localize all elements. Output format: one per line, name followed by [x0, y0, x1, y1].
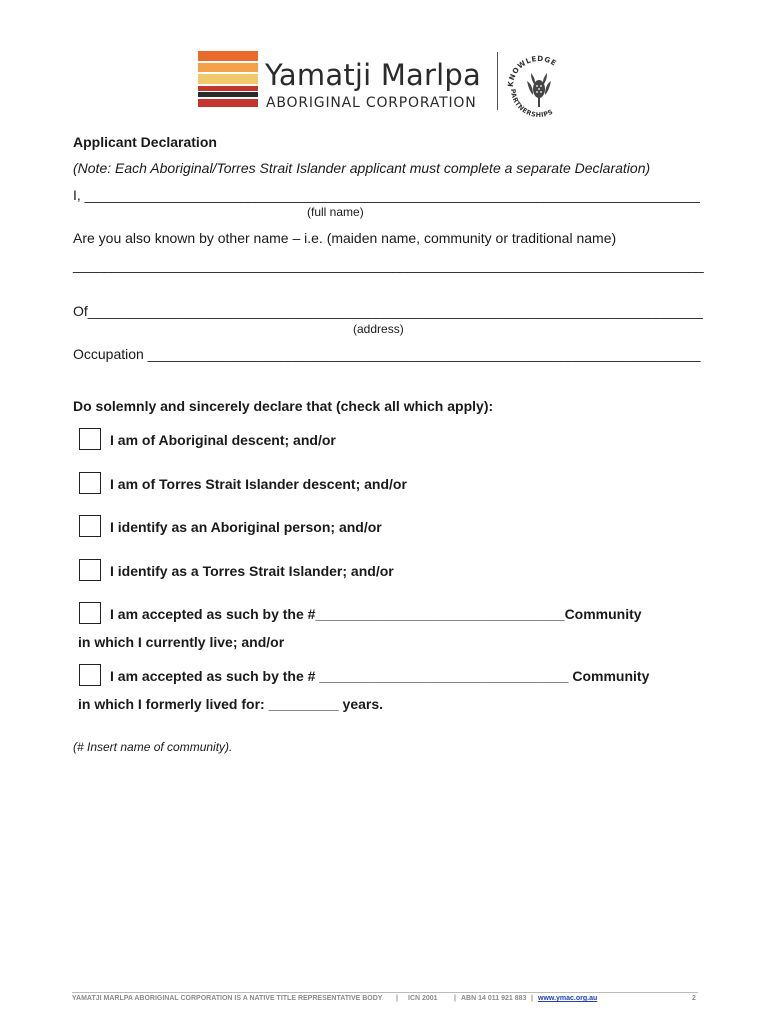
footer-website-link[interactable]: www.ymac.org.au — [538, 995, 598, 1002]
footer-abn: ABN 14 011 921 883 — [461, 995, 527, 1002]
accepted-former-community-checkbox[interactable] — [79, 664, 101, 686]
option-label: I identify as a Torres Strait Islander; and/or — [110, 563, 394, 579]
option-label: I am accepted as such by the #________________________________Community — [110, 606, 642, 622]
option-label: I am of Torres Strait Islander descent; and/or — [110, 476, 407, 492]
logo-stripe — [198, 92, 258, 97]
page-title: Applicant Declaration — [73, 134, 217, 150]
identify-aboriginal-checkbox[interactable] — [79, 515, 101, 537]
option-label: I identify as an Aboriginal person; and/or — [110, 519, 382, 535]
note-text: (Note: Each Aboriginal/Torres Strait Islander applicant must complete a separate Declaration) — [73, 160, 651, 176]
logo-name: Yamatji Marlpa — [265, 58, 481, 92]
footer-separator: | — [454, 995, 456, 1002]
footer-separator: | — [531, 995, 533, 1002]
identify-torres-strait-checkbox[interactable] — [79, 559, 101, 581]
accepted-current-community-checkbox[interactable] — [79, 602, 101, 624]
full-name-field[interactable]: I, _______________________________________________________________________________ — [73, 187, 700, 203]
insert-community-note: (# Insert name of community). — [73, 740, 233, 754]
footer-org: YAMATJI MARLPA ABORIGINAL CORPORATION IS A NATIVE TITLE REPRESENTATIVE BODY — [72, 995, 383, 1002]
footer-icn: ICN 2001 — [408, 995, 438, 1002]
logo-stripe — [198, 74, 258, 84]
option-label: I am of Aboriginal descent; and/or — [110, 432, 336, 448]
logo-divider — [497, 52, 498, 110]
logo-stripe — [198, 99, 258, 107]
logo-subtitle: ABORIGINAL CORPORATION — [266, 95, 477, 111]
option-continuation: in which I formerly lived for: _________ years. — [78, 696, 384, 712]
address-caption: (address) — [353, 322, 404, 336]
footer-separator: | — [396, 995, 398, 1002]
option-continuation: in which I currently live; and/or — [78, 634, 285, 650]
svg-text:KNOWLEDGE: KNOWLEDGE — [505, 53, 559, 88]
full-name-caption: (full name) — [307, 205, 364, 219]
other-name-field[interactable]: _________________________________________________________________________________ — [73, 257, 704, 273]
page-number: 2 — [692, 995, 696, 1002]
declaration-heading: Do solemnly and sincerely declare that (check all which apply): — [73, 398, 494, 414]
logo-stripe — [198, 51, 258, 61]
address-field[interactable]: Of_______________________________________________________________________________ — [73, 303, 703, 319]
aboriginal-descent-checkbox[interactable] — [79, 428, 101, 450]
knowledge-partnerships-seal-icon — [503, 51, 575, 123]
torres-strait-descent-checkbox[interactable] — [79, 472, 101, 494]
svg-text:PARTNERSHIPS: PARTNERSHIPS — [508, 88, 555, 120]
logo-stripe — [198, 86, 258, 91]
footer-divider — [72, 992, 698, 993]
option-label: I am accepted as such by the # ________________________________ Community — [110, 668, 650, 684]
other-name-question: Are you also known by other name – i.e. (maiden name, community or traditional name) — [73, 230, 617, 246]
occupation-field[interactable]: Occupation _______________________________________________________________________ — [73, 346, 701, 362]
logo-stripe — [198, 63, 258, 72]
